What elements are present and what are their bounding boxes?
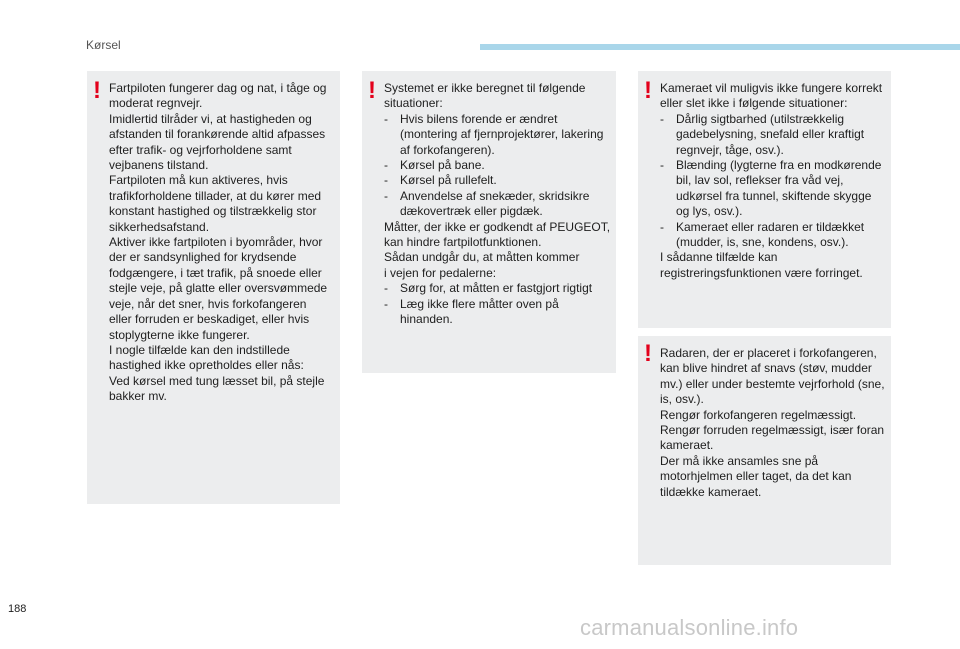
bullet-item [660,220,883,235]
bullet-text: Sørg for, at måtten er fastgjort rigtigt [400,281,593,296]
exclamation-warning-icon: ! [644,77,652,104]
text-line: Imidlertid tilråder vi, at hastigheden og [109,111,312,126]
bullet-dash: - [660,111,664,126]
bullet-continuation: af forkofangeren). [400,142,495,157]
bullet-continuation: dækovertræk eller pigdæk. [400,204,543,219]
warning-panel-system-limits [362,71,616,373]
page-number: 188 [8,603,27,615]
text-line: Fartpiloten fungerer dag og nat, i tåge og [109,81,327,95]
text-line: mv.) eller under bestemte vejrforhold (sne, [660,376,885,391]
text-line: Aktiver ikke fartpiloten i byområder, hvor [109,235,323,250]
exclamation-warning-icon: ! [368,77,376,104]
text-line: bakker mv. [109,389,167,404]
text-line: situationer: [384,96,443,111]
bullet-dash: - [384,158,388,173]
text-line: trafikforholdene tillader, at du kører med [109,188,322,203]
text-line: vejbanens tilstand. [109,158,209,173]
bullet-text: Læg ikke flere måtter oven på [400,296,559,311]
bullet-text: Anvendelse af snekæder, skridsikre [400,188,590,203]
text-line: Ved kørsel med tung læsset bil, på stejle [109,373,325,388]
bullet-continuation: udkørsel fra tunnel, skiftende skygge [676,188,872,203]
bullet-continuation: regnvejr, tåge, osv.). [676,142,784,157]
bullet-text: Blænding (lygterne fra en modkørende [676,158,882,173]
text-line: fodgængere, i tæt trafik, på snoede eller [109,265,322,280]
text-line: efter trafik- og vejrforholdene samt [109,142,292,157]
warning-panel-cruise-control [87,71,340,504]
section-title: Kørsel [86,38,121,52]
bullet-continuation: (montering af fjernprojektører, lakering [400,127,604,142]
text-line: Kameraet vil muligvis ikke fungere korrekt [660,81,883,95]
text-line: kameraet. [660,438,714,453]
bullet-text: Kørsel på rullefelt. [400,173,497,188]
bullet-dash: - [384,173,388,188]
warning-panel-camera [638,71,891,328]
text-line: Sådan undgår du, at måtten kommer [384,250,580,265]
text-line: moderat regnvejr. [109,96,203,111]
text-line: veje, når det sner, hvis forkofangeren [109,296,307,311]
text-line: Rengør forkofangeren regelmæssigt. [660,407,857,422]
bullet-dash: - [384,281,388,296]
bullet-continuation: (mudder, is, sne, kondens, osv.). [676,235,849,250]
text-line: sikkerhedsafstand. [109,219,210,234]
bullet-text: Kameraet eller radaren er tildækket [676,219,865,234]
exclamation-warning-icon: ! [93,77,101,104]
bullet-item [384,189,608,204]
text-line: eller slet ikke i følgende situationer: [660,96,848,111]
text-line: der er sandsynlighed for krydsende [109,250,297,265]
text-line: konstant hastighed og tilstrækkelig stor [109,204,317,219]
bullet-dash: - [384,111,388,126]
exclamation-warning-icon: ! [644,340,652,367]
bullet-continuation: gadebelysning, snefald eller kraftigt [676,127,865,142]
text-line: tildække kameraet. [660,484,762,499]
panel-text [384,81,611,328]
bullet-text: Dårlig sigtbarhed (utilstrækkelig [676,111,845,126]
bullet-continuation: bil, lav sol, reflekser fra våd vej, [676,173,844,188]
bullet-dash: - [660,158,664,173]
bullet-dash: - [384,188,388,203]
text-line: stoplygterne ikke fungerer. [109,327,250,342]
bullet-continuation: hinanden. [400,312,453,327]
text-line: kan blive hindret af snavs (støv, mudder [660,361,872,376]
bullet-item [384,112,608,127]
text-line: I nogle tilfælde kan den indstillede [109,342,290,357]
bullet-item [384,173,608,188]
bullet-text: Hvis bilens forende er ændret [400,111,558,126]
panel-text [109,81,332,405]
bullet-dash: - [384,296,388,311]
text-line: I sådanne tilfælde kan [660,250,778,265]
bullet-item [384,281,608,296]
text-line: stejle veje, på glatte eller oversvømmede [109,281,328,296]
text-line: Fartpiloten må kun aktiveres, hvis [109,173,288,188]
text-line: i vejen for pedalerne: [384,265,497,280]
warning-panel-radar [638,336,891,565]
text-line: Systemet er ikke beregnet til følgende [384,81,586,95]
bullet-continuation: og lys, osv.). [676,204,743,219]
bullet-text: Kørsel på bane. [400,158,485,173]
text-line: afstanden til forankørende altid afpasses [109,127,326,142]
text-line: Radaren, der er placeret i forkofangeren, [660,346,877,360]
text-line: Der må ikke ansamles sne på [660,453,819,468]
text-line: registreringsfunktionen være forringet. [660,265,863,280]
text-line: Rengør forruden regelmæssigt, især foran [660,423,885,438]
text-line: Måtter, der ikke er godkendt af PEUGEOT, [384,219,611,234]
text-line: eller forruden er beskadiget, eller hvis [109,312,310,327]
bullet-item [660,112,883,127]
panel-text [660,81,883,281]
text-line: kan hindre fartpilotfunktionen. [384,235,542,250]
bullet-item [660,158,883,173]
text-line: motorhjelmen eller taget, da det kan [660,469,852,484]
panel-text [660,346,883,500]
watermark: carmanualsonline.info [580,615,799,640]
header-accent-bar [480,44,960,50]
bullet-dash: - [660,219,664,234]
bullet-item [384,297,608,312]
text-line: is, osv.). [660,392,704,407]
text-line: hastighed ikke opretholdes eller nås: [109,358,304,373]
bullet-item [384,158,608,173]
